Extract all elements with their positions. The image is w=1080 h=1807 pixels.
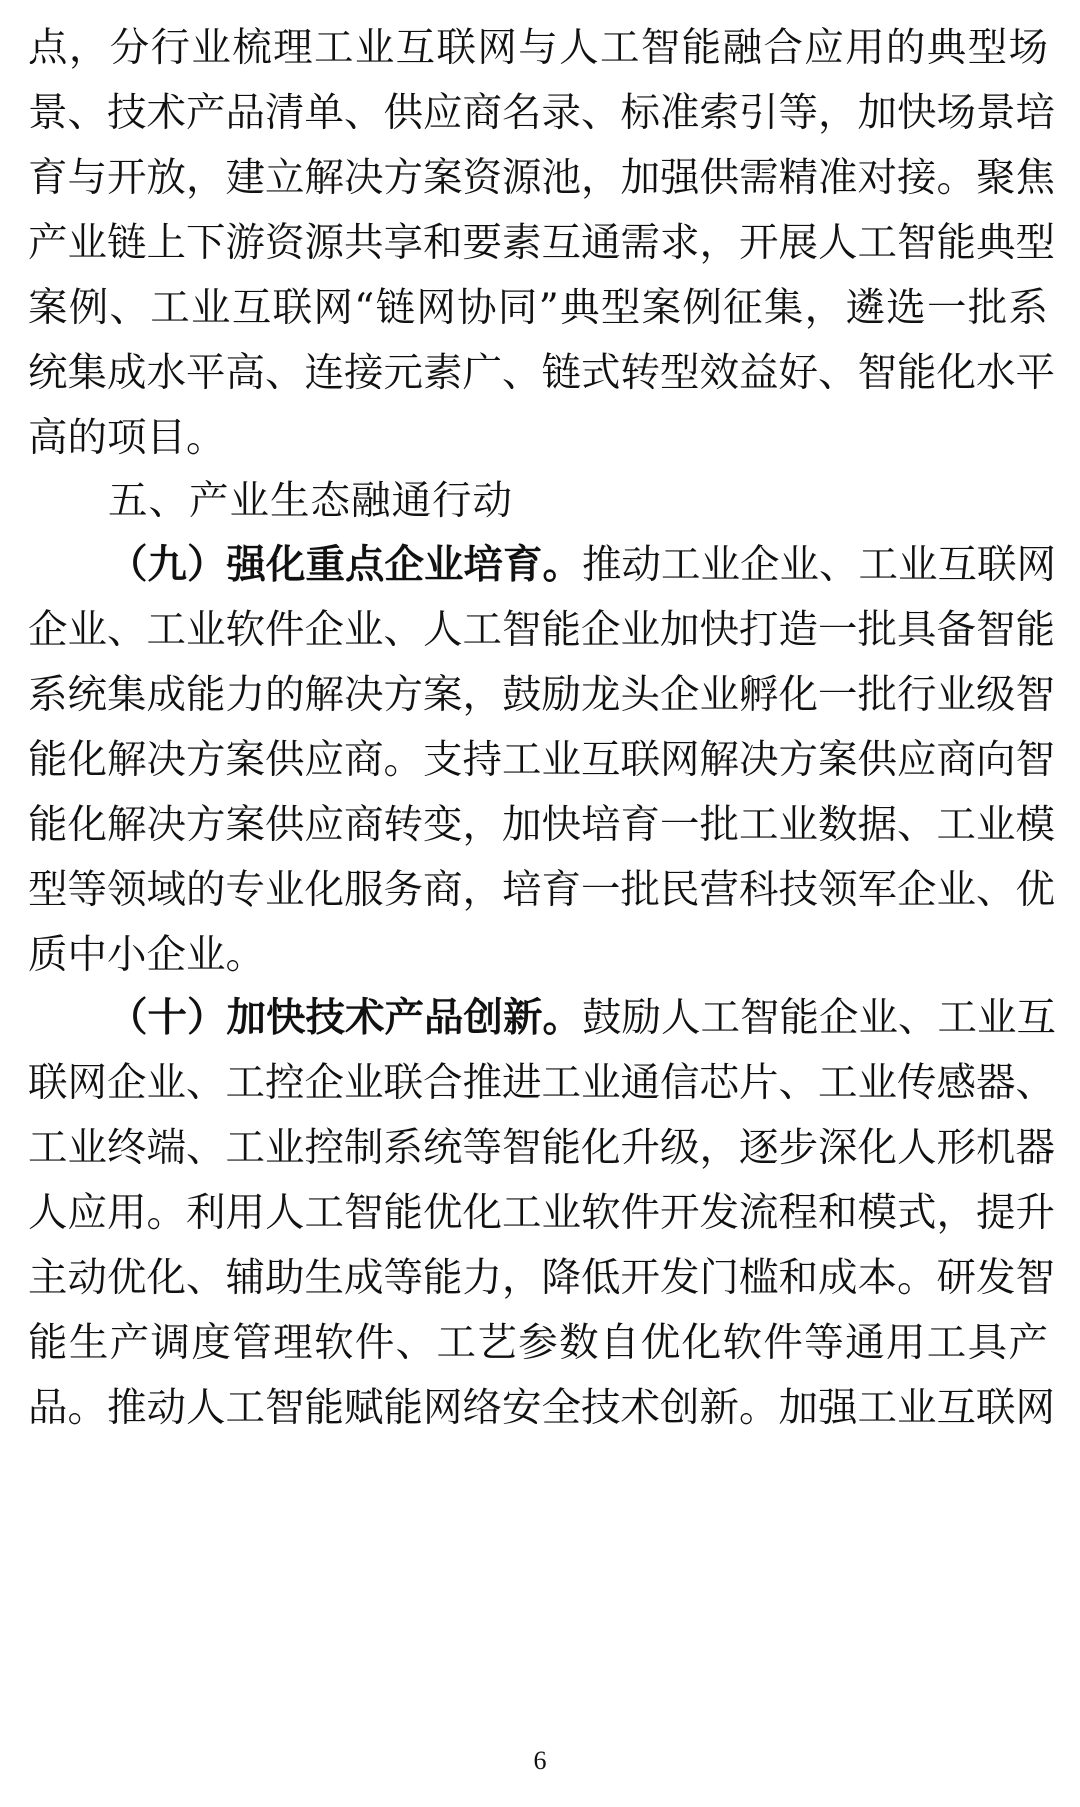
text-line-first: [108, 988, 1056, 1048]
text-line: 联网企业、工控企业联合推进工业通信芯片、工业传感器、: [28, 1060, 1055, 1106]
text-line: 型等领域的专业化服务商，培育一批民营科技领军企业、优: [28, 867, 1055, 913]
text-line: 能生产调度管理软件、工艺参数自优化软件等通用工具产: [28, 1320, 1048, 1366]
text-line: 产业链上下游资源共享和要素互通需求，开展人工智能典型: [28, 220, 1055, 266]
text-line: 案例、工业互联网“链网协同”典型案例征集，遴选一批系: [28, 285, 1048, 331]
text-line: 育与开放，建立解决方案资源池，加强供需精准对接。聚焦: [28, 155, 1055, 201]
text-line: 主动优化、辅助生成等能力，降低开发门槛和成本。研发智: [28, 1255, 1055, 1301]
section-heading: 五、产业生态融通行动: [108, 478, 513, 524]
text-line: 工业终端、工业控制系统等智能化升级，逐步深化人形机器: [28, 1125, 1055, 1171]
item-title: （九）强化重点企业培育。: [108, 542, 582, 588]
item-text: 推动工业企业、工业互联网: [582, 542, 1056, 588]
text-line: 高的项目。: [28, 415, 226, 461]
text-line: 点，分行业梳理工业互联网与人工智能融合应用的典型场: [28, 25, 1048, 71]
item-title: （十）加快技术产品创新。: [108, 995, 582, 1041]
text-line: 人应用。利用人工智能优化工业软件开发流程和模式，提升: [28, 1190, 1055, 1236]
text-line: 景、技术产品清单、供应商名录、标准索引等，加快场景培: [28, 90, 1055, 136]
text-line: 企业、工业软件企业、人工智能企业加快打造一批具备智能: [28, 607, 1055, 653]
item-text: 鼓励人工智能企业、工业互: [582, 995, 1056, 1041]
text-line: 品。推动人工智能赋能网络安全技术创新。加强工业互联网: [28, 1385, 1055, 1431]
text-line: 质中小企业。: [28, 932, 265, 978]
text-line: 能化解决方案供应商。支持工业互联网解决方案供应商向智: [28, 737, 1055, 783]
page-number: 6: [533, 1746, 547, 1775]
text-line: 统集成水平高、连接元素广、链式转型效益好、智能化水平: [28, 350, 1055, 396]
text-line-first: [108, 535, 1056, 595]
text-line: 系统集成能力的解决方案，鼓励龙头企业孵化一批行业级智: [28, 672, 1055, 718]
text-line: 能化解决方案供应商转变，加快培育一批工业数据、工业模: [28, 802, 1055, 848]
